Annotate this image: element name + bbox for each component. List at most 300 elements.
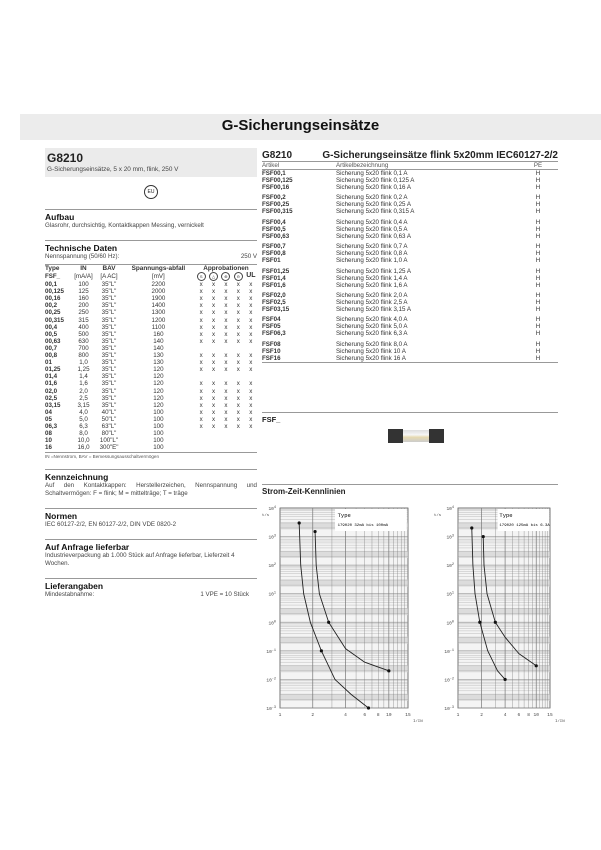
- table-cell: 01,4: [45, 373, 58, 381]
- approval-cell: x: [236, 323, 240, 331]
- unit-cell: [A AC]: [100, 273, 118, 281]
- list-cell: H: [535, 257, 541, 265]
- table-cell: 35"L": [101, 387, 117, 395]
- y-tick-label: $10^3$: [268, 534, 276, 541]
- list-item: [262, 275, 558, 282]
- list-cell: Sicherung 5x20 flink 5,0 A: [336, 323, 408, 331]
- table-cell: 400: [78, 323, 89, 331]
- list-cell: H: [535, 218, 541, 226]
- order-list: [262, 162, 558, 363]
- approval-cell: [232, 430, 244, 437]
- section-aufbau: [45, 209, 257, 230]
- table-cell: 315: [78, 316, 89, 324]
- list-item: [262, 250, 558, 257]
- table-cell: 100: [153, 437, 164, 445]
- approval-cell: x: [211, 309, 216, 317]
- table-cell: 00,5: [45, 330, 58, 338]
- x-tick-label: 10: [386, 713, 392, 718]
- list-item: [262, 226, 558, 233]
- x-tick-label: 1: [278, 713, 282, 718]
- approval-mark-icon: ⊖: [234, 272, 243, 281]
- list-item: [262, 191, 558, 201]
- list-cell: FSF05: [262, 323, 281, 331]
- list-item: [262, 299, 558, 306]
- approval-mark-icon: UL: [246, 272, 256, 280]
- time-current-chart-1: [258, 500, 423, 730]
- unit-cell: FSF_: [45, 273, 61, 281]
- table-cell: 1300: [151, 309, 166, 317]
- table-row: [45, 437, 257, 444]
- table-cell: 10,0: [77, 437, 90, 445]
- table-cell: 1,0: [79, 359, 88, 367]
- approval-cell: [207, 345, 219, 352]
- table-row: [45, 309, 257, 316]
- approval-cell: x: [249, 323, 253, 331]
- list-cell: Sicherung 5x20 flink 0,1 A: [336, 170, 408, 177]
- approval-cell: x: [249, 309, 253, 317]
- approval-cell: x: [249, 281, 253, 289]
- table-cell: 700: [78, 344, 89, 352]
- table-cell: 35"L": [101, 359, 117, 367]
- approval-cell: x: [199, 281, 203, 289]
- arrow-marker: [298, 521, 301, 524]
- approval-cell: x: [199, 408, 203, 416]
- list-cell: H: [535, 250, 541, 258]
- col-header: BAV: [102, 265, 116, 272]
- list-cell: FSF04: [262, 316, 281, 324]
- x-tick-label: 4: [503, 713, 507, 718]
- table-cell: 120: [153, 380, 164, 388]
- list-cell: Sicherung 5x20 flink 8,0 A: [336, 340, 408, 348]
- table-cell: 8,0: [79, 430, 88, 438]
- list-item: [262, 337, 558, 347]
- unit-cell: [mV]: [152, 273, 165, 281]
- table-cell: 35"L": [101, 323, 117, 331]
- section-kennzeichnung: [45, 469, 257, 498]
- approval-cell: x: [249, 330, 253, 338]
- table-row: [45, 302, 257, 309]
- y-tick-label: $10^1$: [446, 591, 454, 598]
- section-anfrage: [45, 539, 257, 568]
- left-column: [45, 148, 257, 598]
- table-cell: 140: [153, 337, 164, 345]
- y-tick-label: $10^2$: [268, 563, 276, 570]
- list-cell: Sicherung 5x20 flink 16 A: [336, 355, 518, 363]
- approval-cell: x: [211, 330, 216, 338]
- x-tick-label: 10: [533, 713, 539, 718]
- list-cell: FSF00,4: [262, 218, 286, 226]
- approval-cell: [207, 437, 219, 444]
- approval-cell: x: [236, 380, 240, 388]
- section-title: Kennzeichnung: [45, 472, 109, 483]
- y-tick-label: $10^4$: [268, 506, 276, 512]
- approval-cell: x: [199, 394, 203, 402]
- list-cell: Sicherung 5x20 flink 1,6 A: [336, 281, 408, 289]
- approval-cell: x: [236, 408, 240, 416]
- min-order-value: 1 VPE = 10 Stück: [200, 591, 249, 599]
- approval-cell: x: [199, 415, 203, 423]
- approval-cell: x: [249, 316, 253, 324]
- approval-cell: x: [236, 330, 240, 338]
- legend-subtitle: 179020 125mA bis 6.3A: [499, 524, 550, 528]
- table-cell: 3,15: [77, 401, 90, 409]
- approval-cell: [220, 345, 232, 352]
- list-cell: H: [535, 347, 541, 355]
- table-cell: 120: [153, 366, 164, 374]
- list-cell: H: [535, 170, 541, 177]
- section-text: Industrieverpackung ab 1.000 Stück auf Anfrage lieferbar, Lieferzeit 4 Wochen.: [45, 552, 235, 568]
- x-tick-label: 1: [456, 713, 460, 718]
- page-title: G-Sicherungseinsätze: [221, 117, 380, 134]
- table-cell: 00,315: [45, 316, 64, 324]
- approval-cell: x: [224, 295, 228, 303]
- table-cell: 100: [153, 408, 164, 416]
- table-cell: 2000: [151, 288, 166, 296]
- list-cell: Sicherung 5x20 flink 2,5 A: [336, 298, 408, 306]
- table-row: [45, 352, 257, 359]
- list-item: [262, 323, 558, 330]
- list-cell: FSF01,4: [262, 274, 286, 282]
- approval-cell: x: [211, 422, 216, 430]
- table-cell: 130: [153, 352, 164, 360]
- x-tick-label: 4: [344, 713, 347, 718]
- approval-cell: x: [224, 366, 228, 374]
- approval-cell: [244, 373, 257, 380]
- table-cell: 01: [45, 359, 52, 367]
- table-cell: 00,16: [45, 295, 61, 303]
- approval-cell: [195, 373, 207, 380]
- y-tick-label: $10^{-1}$: [266, 648, 276, 655]
- order-code: G8210: [262, 150, 293, 161]
- y-tick-label: $10^3$: [446, 534, 454, 541]
- list-item: [262, 201, 558, 208]
- list-item: [262, 355, 558, 363]
- approval-cell: x: [236, 359, 240, 367]
- list-item: [262, 184, 558, 191]
- list-cell: FSF02,0: [262, 291, 286, 299]
- table-cell: 140: [153, 344, 164, 352]
- list-item: [262, 233, 558, 240]
- x-tick-label: 2: [480, 713, 483, 718]
- table-cell: 160: [78, 295, 89, 303]
- list-cell: H: [535, 225, 541, 233]
- legend-title: Type: [337, 512, 351, 519]
- approval-cell: x: [236, 281, 240, 289]
- table-cell: 100"L": [99, 437, 119, 445]
- approval-cell: x: [199, 316, 203, 324]
- table-cell: 50"L": [101, 415, 117, 423]
- list-cell: H: [535, 194, 541, 202]
- table-cell: 100: [153, 430, 164, 438]
- table-cell: 63"L": [101, 422, 117, 430]
- arrow-marker: [503, 678, 506, 681]
- approval-cell: x: [224, 316, 228, 324]
- list-cell: Sicherung 5x20 flink 10 A: [336, 347, 406, 355]
- arrow-marker: [478, 621, 481, 624]
- table-cell: 10: [45, 437, 52, 445]
- table-cell: 35"L": [101, 309, 117, 317]
- approval-cell: x: [224, 288, 228, 296]
- y-axis-label: t/s: [434, 514, 442, 518]
- list-cell: H: [535, 274, 541, 282]
- product-code: G8210: [47, 151, 84, 165]
- table-cell: 00,2: [45, 302, 58, 310]
- approval-cell: x: [249, 302, 253, 310]
- table-cell: 01,6: [45, 380, 58, 388]
- list-cell: FSF00,125: [262, 177, 293, 184]
- list-item: [262, 306, 558, 313]
- col-header: Spannungs-abfall: [131, 265, 186, 272]
- approval-cell: x: [211, 323, 216, 331]
- approval-cell: x: [199, 323, 203, 331]
- table-cell: 1400: [151, 302, 166, 310]
- table-cell: 05: [45, 415, 52, 423]
- section-title: Lieferangaben: [45, 581, 104, 592]
- list-cell: FSF00,315: [262, 208, 293, 216]
- approval-cell: x: [199, 288, 203, 296]
- table-cell: 35"L": [101, 394, 117, 402]
- table-cell: 02,0: [45, 387, 58, 395]
- unit-cell: [mA/A]: [74, 273, 93, 281]
- list-cell: Sicherung 5x20 flink 0,2 A: [336, 194, 408, 202]
- time-current-chart-2: [430, 500, 570, 730]
- approval-cell: x: [249, 288, 253, 296]
- table-cell: 100: [153, 422, 164, 430]
- y-tick-label: $10^4$: [446, 506, 454, 512]
- approval-cell: [220, 373, 232, 380]
- list-cell: FSF01,6: [262, 281, 286, 289]
- table-row: [45, 345, 257, 352]
- table-row: [45, 409, 257, 416]
- approval-icon: [195, 272, 207, 281]
- table-cell: 00,1: [45, 281, 58, 289]
- y-tick-label: $10^{-1}$: [444, 648, 454, 655]
- list-cell: Sicherung 5x20 flink 4,0 A: [336, 316, 408, 324]
- table-row: [45, 395, 257, 402]
- approval-cell: x: [199, 422, 203, 430]
- approval-icon: [207, 272, 219, 281]
- section-text: Glasrohr, durchsichtig, Kontaktkappen Messing, vernickelt: [45, 222, 204, 229]
- approval-cell: x: [199, 330, 203, 338]
- list-cell: H: [535, 232, 541, 240]
- table-cell: 100: [78, 281, 89, 289]
- table-cell: 35"L": [101, 330, 117, 338]
- table-row: [45, 338, 257, 345]
- approval-cell: x: [236, 337, 240, 345]
- approval-cell: x: [236, 302, 240, 310]
- table-row: [45, 402, 257, 409]
- arrow-marker: [470, 526, 473, 529]
- table-cell: 08: [45, 430, 52, 438]
- table-row: [45, 366, 257, 373]
- list-cell: FSF00,8: [262, 250, 286, 258]
- approval-icon: [244, 272, 257, 281]
- approval-cell: x: [224, 380, 228, 388]
- list-cell: FSF00,2: [262, 194, 286, 202]
- list-item: [262, 257, 558, 264]
- table-row: [45, 317, 257, 324]
- approval-cell: x: [224, 394, 228, 402]
- approval-cell: x: [199, 295, 203, 303]
- approval-cell: x: [249, 295, 253, 303]
- list-cell: H: [535, 184, 541, 191]
- table-row: [45, 295, 257, 302]
- table-cell: 630: [78, 337, 89, 345]
- table-cell: 120: [153, 401, 164, 409]
- approval-cell: x: [249, 401, 253, 409]
- approval-cell: x: [199, 366, 203, 374]
- table-row: [45, 380, 257, 387]
- list-cell: Sicherung 5x20 flink 0,8 A: [336, 250, 408, 258]
- voltage-label: Nennspannung (50/60 Hz):: [45, 253, 120, 260]
- approval-cell: [244, 430, 257, 437]
- approval-cell: [232, 345, 244, 352]
- approval-cell: [195, 345, 207, 352]
- table-cell: 40"L": [101, 408, 117, 416]
- table-cell: 130: [153, 359, 164, 367]
- list-item: [262, 215, 558, 225]
- list-cell: Sicherung 5x20 flink 1,0 A: [336, 257, 408, 265]
- approval-cell: x: [199, 380, 203, 388]
- table-cell: 00,25: [45, 309, 61, 317]
- table-cell: 2200: [151, 281, 166, 289]
- table-cell: 5,0: [79, 415, 88, 423]
- list-cell: H: [535, 243, 541, 251]
- approval-cell: [207, 444, 219, 451]
- y-tick-label: $10^2$: [446, 563, 454, 570]
- approval-cell: x: [211, 401, 216, 409]
- approval-cell: x: [211, 408, 216, 416]
- section-technische-daten: [45, 240, 257, 459]
- chart-section: [262, 484, 558, 496]
- approval-cell: [244, 444, 257, 451]
- approval-cell: x: [211, 352, 216, 360]
- approval-cell: x: [211, 281, 216, 289]
- list-cell: Sicherung 5x20 flink 0,315 A: [336, 208, 415, 216]
- approval-cell: x: [249, 387, 253, 395]
- table-cell: 01,25: [45, 366, 61, 374]
- list-cell: H: [535, 177, 541, 184]
- table-cell: 200: [78, 302, 89, 310]
- list-cell: H: [535, 201, 541, 209]
- approval-cell: [232, 444, 244, 451]
- approval-cell: x: [199, 401, 203, 409]
- table-cell: 4,0: [79, 408, 88, 416]
- list-cell: Sicherung 5x20 flink 2,0 A: [336, 291, 408, 299]
- table-cell: 00,4: [45, 323, 58, 331]
- approval-mark-icon: S: [197, 272, 206, 281]
- table-row: [45, 359, 257, 366]
- list-cell: H: [535, 330, 541, 338]
- approval-cell: x: [224, 415, 228, 423]
- approval-cell: x: [249, 359, 253, 367]
- approval-cell: x: [236, 352, 240, 360]
- approval-cell: x: [211, 302, 216, 310]
- voltage-value: 250 V: [240, 253, 257, 260]
- table-cell: 250: [78, 309, 89, 317]
- table-footnote: IN =Nennstrom, BAV = Bemessungsausschaltvermögen: [45, 452, 257, 459]
- table-cell: 2,0: [79, 387, 88, 395]
- y-tick-label: $10^{-2}$: [266, 677, 276, 684]
- table-row: [45, 373, 257, 380]
- table-cell: 03,15: [45, 401, 61, 409]
- arrow-marker: [313, 530, 316, 533]
- list-cell: FSF01: [262, 257, 281, 265]
- list-cell: Sicherung 5x20 flink 0,4 A: [336, 218, 408, 226]
- table-row: [45, 324, 257, 331]
- list-cell: FSF01,25: [262, 267, 290, 275]
- approval-cell: x: [199, 309, 203, 317]
- approval-cell: x: [224, 422, 228, 430]
- table-cell: 800: [78, 352, 89, 360]
- col-header: Approbationen: [203, 265, 249, 272]
- table-cell: 1,6: [79, 380, 88, 388]
- table-cell: 00,125: [45, 288, 64, 296]
- approval-cell: x: [224, 302, 228, 310]
- approval-cell: x: [211, 366, 216, 374]
- table-cell: 35"L": [101, 302, 117, 310]
- approval-cell: [244, 437, 257, 444]
- approval-cell: x: [249, 352, 253, 360]
- approval-cell: x: [249, 408, 253, 416]
- approval-icon: [220, 272, 232, 281]
- approval-cell: x: [224, 359, 228, 367]
- table-cell: 06,3: [45, 422, 58, 430]
- list-cell: FSF00,5: [262, 225, 286, 233]
- product-label: FSF_: [262, 415, 281, 424]
- product-header: [45, 148, 257, 177]
- approval-cell: x: [211, 337, 216, 345]
- list-cell: H: [535, 208, 541, 216]
- col-header: Artikel: [262, 162, 336, 170]
- approval-cell: [232, 437, 244, 444]
- approval-cell: [244, 345, 257, 352]
- list-cell: FSF00,1: [262, 170, 286, 177]
- table-cell: 1200: [151, 316, 166, 324]
- table-cell: 1,25: [77, 366, 90, 374]
- x-tick-label: 2: [311, 713, 315, 718]
- approval-cell: [195, 444, 207, 451]
- approval-cell: x: [224, 330, 228, 338]
- y-tick-label: $10^0$: [446, 620, 454, 627]
- list-cell: H: [535, 291, 541, 299]
- x-axis-label: I/IN: [413, 720, 423, 724]
- list-item: [262, 177, 558, 184]
- approval-cell: x: [236, 422, 240, 430]
- legend-title: Type: [499, 512, 513, 519]
- section-title: Strom-Zeit-Kennlinien: [262, 487, 346, 496]
- table-cell: 300"E": [99, 444, 119, 452]
- table-row: [45, 423, 257, 430]
- table-cell: 125: [78, 288, 89, 296]
- table-cell: 35"L": [101, 281, 117, 289]
- x-tick-label: 8: [376, 713, 380, 718]
- table-cell: 35"L": [101, 316, 117, 324]
- table-cell: 35"L": [101, 295, 117, 303]
- section-title: Auf Anfrage lieferbar: [45, 542, 130, 553]
- table-cell: 16: [45, 444, 52, 452]
- tech-table: [45, 264, 257, 451]
- list-cell: FSF16: [262, 355, 336, 363]
- approval-cell: [195, 430, 207, 437]
- list-cell: Sicherung 5x20 flink 1,4 A: [336, 274, 408, 282]
- list-cell: H: [535, 323, 541, 331]
- approval-cell: x: [224, 352, 228, 360]
- eu-mark-icon: EU: [144, 185, 158, 199]
- approval-cell: x: [236, 394, 240, 402]
- approval-cell: x: [249, 394, 253, 402]
- list-item: [262, 348, 558, 355]
